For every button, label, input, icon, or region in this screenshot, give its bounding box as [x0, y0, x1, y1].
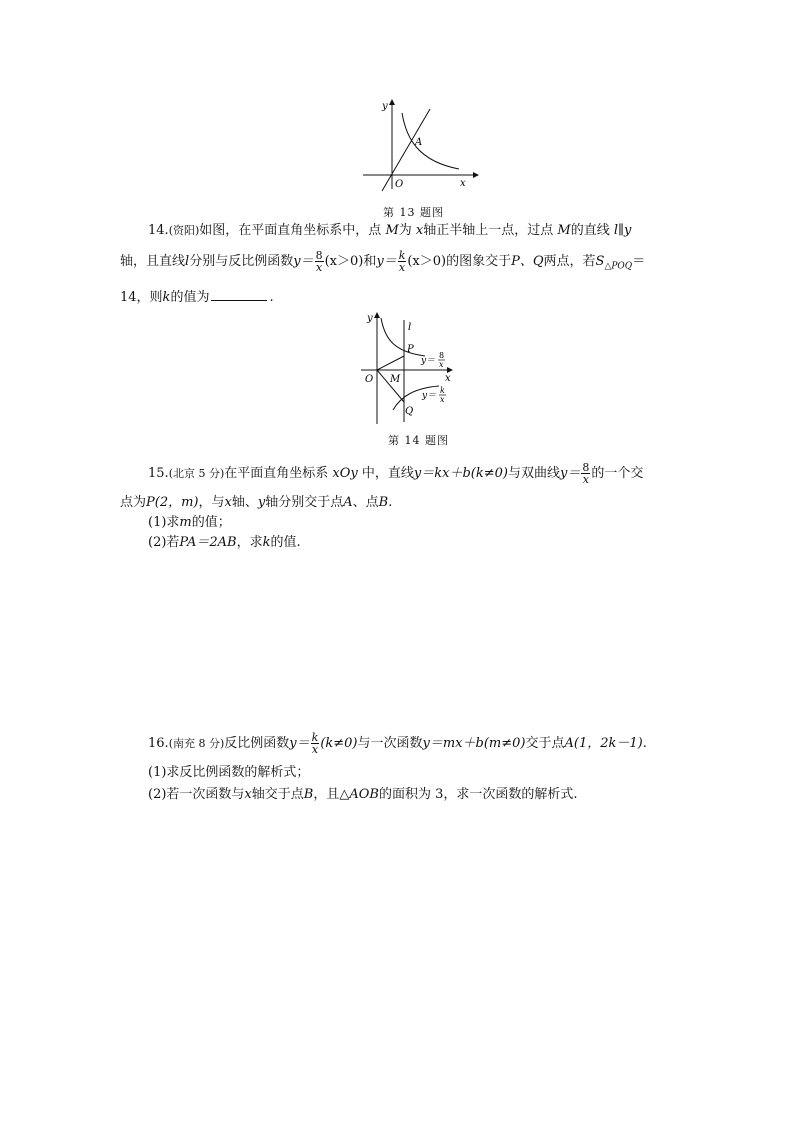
q15-sub2: (2)若PA＝2AB，求k的值.	[148, 535, 301, 550]
q16-line1: 16.(南充 8 分)反比例函数y＝ $\frac{k}{x}$ (k≠0)与一次函数y＝mx＋b(m≠0)交于点A(1，2k－1).	[148, 731, 647, 756]
fig13-x-arrow	[473, 172, 479, 178]
q14-frac-k-over-x: $\frac{k}{x}$	[398, 249, 406, 274]
q15-line2: 点为P(2，m)，与x轴、y轴分别交于点A、点B.	[120, 495, 393, 510]
fig13-line	[382, 109, 430, 191]
fig13-label-x: x	[460, 178, 466, 189]
fig14-curve1-y: y＝	[421, 356, 436, 366]
fig14-curve2-y: y＝	[422, 391, 437, 401]
fig14-curve1-den: x	[439, 360, 444, 369]
q16-sub1: (1)求反比例函数的解析式；	[148, 765, 310, 780]
fig14-label-origin: O	[365, 374, 374, 385]
fig14-label-l: l	[408, 322, 412, 333]
fig13-label-origin: O	[395, 179, 404, 190]
q14-frac-8-over-x: $\frac{8}{x}$	[315, 249, 323, 274]
q15-sub1: (1)求m的值；	[148, 515, 231, 530]
fig13-hyperbola	[402, 113, 459, 169]
figure-14	[355, 308, 465, 426]
q14-line1: 14.(资阳)如图，在平面直角坐标系中，点 M为 x轴正半轴上一点，过点 M的直线 l∥y	[148, 223, 632, 238]
fig13-y-arrow	[389, 99, 395, 105]
q16-sub2: (2)若一次函数与x轴交于点B，且△AOB的面积为 3，求一次函数的解析式.	[148, 787, 578, 802]
q16-frac-k-over-x: $\frac{k}{x}$	[311, 731, 319, 756]
fig14-curve2-den: x	[440, 395, 445, 404]
fig13-label-a: A	[415, 137, 423, 148]
q14-line2: 轴，且直线l分别与反比例函数y＝ $\frac{8}{x}$ (x＞0)和y＝ $\frac{k}{x}$ (x＞0)的图象交于P、Q两点，若$S_{\triangle POQ}=$	[120, 249, 646, 274]
figure-13	[355, 95, 485, 195]
q15-line1: 15.(北京 5 分)在平面直角坐标系 xOy 中，直线y＝kx＋b(k≠0)与双曲线y＝ $\frac{8}{x}$ 的一个交	[148, 461, 644, 486]
answer-blank[interactable]	[211, 288, 267, 301]
fig14-caption: 第 14 题图	[388, 434, 449, 447]
fig14-label-q: Q	[405, 406, 414, 417]
q14-line3: 14，则k的值为 .	[120, 290, 274, 305]
fig14-segment-OP	[377, 356, 404, 370]
q15-frac-8-over-x: $\frac{8}{x}$	[582, 461, 590, 486]
fig13-caption: 第 13 题图	[383, 206, 444, 219]
fig14-curve1-num: 8	[439, 351, 445, 360]
fig14-curve2-num: k	[440, 386, 445, 395]
fig14-label-p: P	[407, 344, 414, 355]
fig13-label-y: y	[382, 101, 388, 112]
fig14-label-m: M	[390, 374, 401, 385]
fig14-label-y: y	[367, 313, 373, 324]
fig14-y-arrow	[374, 312, 380, 318]
fig14-curve-8-over-x	[381, 318, 425, 356]
fig14-label-x: x	[445, 373, 451, 384]
